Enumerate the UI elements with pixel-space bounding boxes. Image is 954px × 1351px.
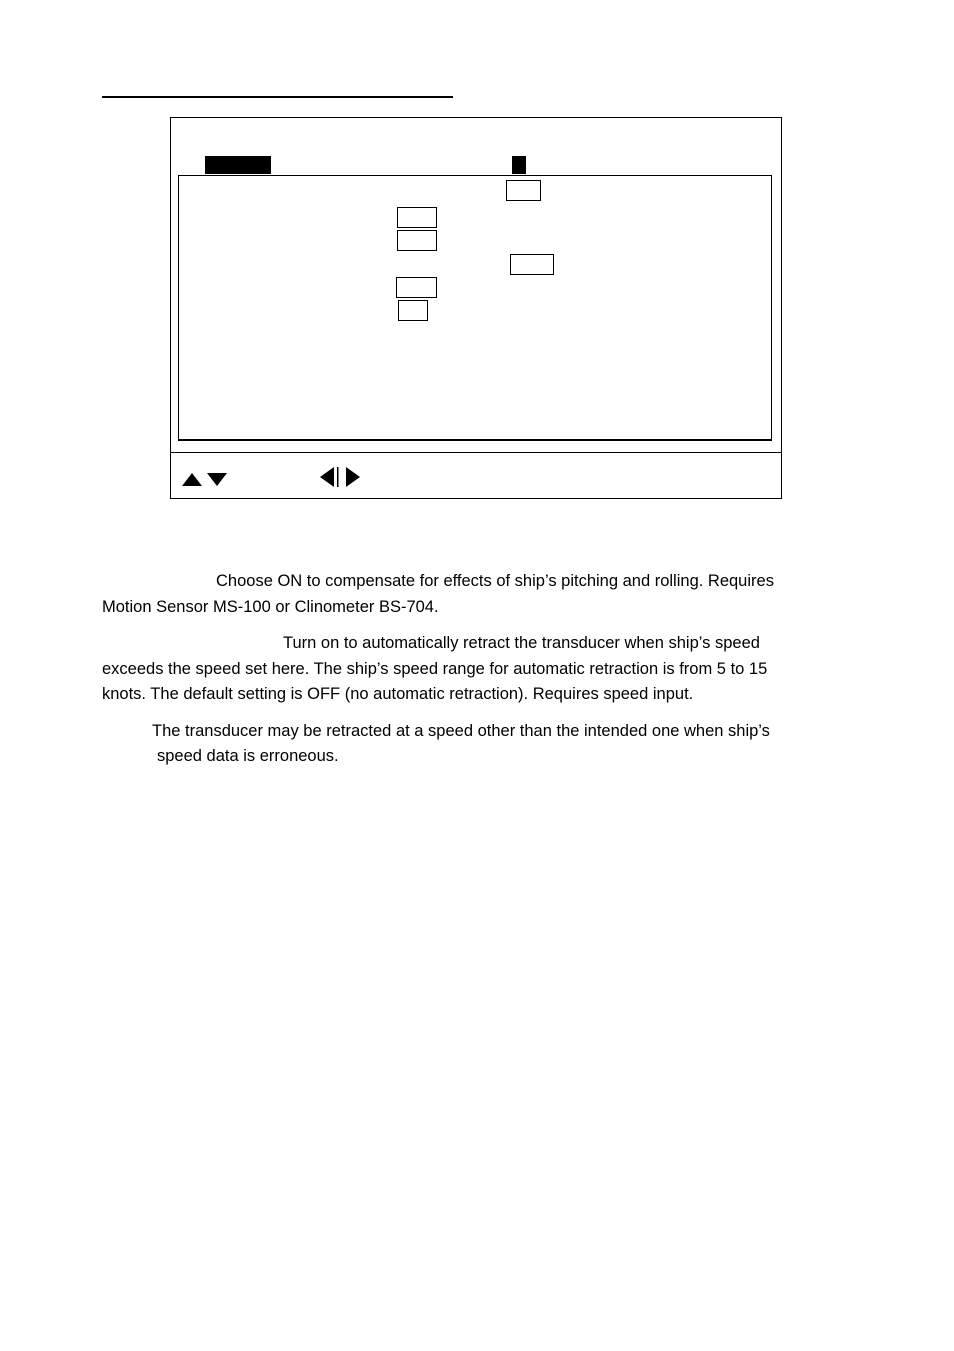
- setting-value-box-3[interactable]: [397, 230, 437, 251]
- setting-value-box-2[interactable]: [397, 207, 437, 228]
- note-text: The transducer may be retracted at a speed other than the intended one when ship’s: [152, 722, 770, 740]
- setting-value-box-6[interactable]: [398, 300, 428, 321]
- selected-menu-tab[interactable]: [205, 156, 271, 174]
- menu-settings-panel: [178, 175, 772, 441]
- auto-retract-description-cont1: exceeds the speed set here. The ship’s speed range for automatic retraction is from 5 to 15: [102, 660, 768, 678]
- menu-cursor: [512, 156, 526, 174]
- auto-retract-description-cont2: knots. The default setting is OFF (no automatic retraction). Requires speed input.: [102, 685, 694, 703]
- setting-value-box-5[interactable]: [396, 277, 437, 298]
- left-right-triangle-icon: [318, 465, 362, 489]
- pitch-roll-description: Choose ON to compensate for effects of ship’s pitching and rolling. Requires: [216, 572, 774, 590]
- setting-value-box-4[interactable]: [510, 254, 554, 275]
- up-down-triangle-icon: [181, 470, 229, 488]
- pitch-roll-description-cont: Motion Sensor MS-100 or Clinometer BS-704.: [102, 598, 439, 616]
- setting-value-box-1[interactable]: [506, 180, 541, 201]
- auto-retract-description: Turn on to automatically retract the transducer when ship’s speed: [283, 634, 760, 652]
- note-text-cont: speed data is erroneous.: [157, 747, 339, 765]
- menu-footer-divider: [171, 452, 782, 453]
- section-heading-underline: [102, 96, 453, 98]
